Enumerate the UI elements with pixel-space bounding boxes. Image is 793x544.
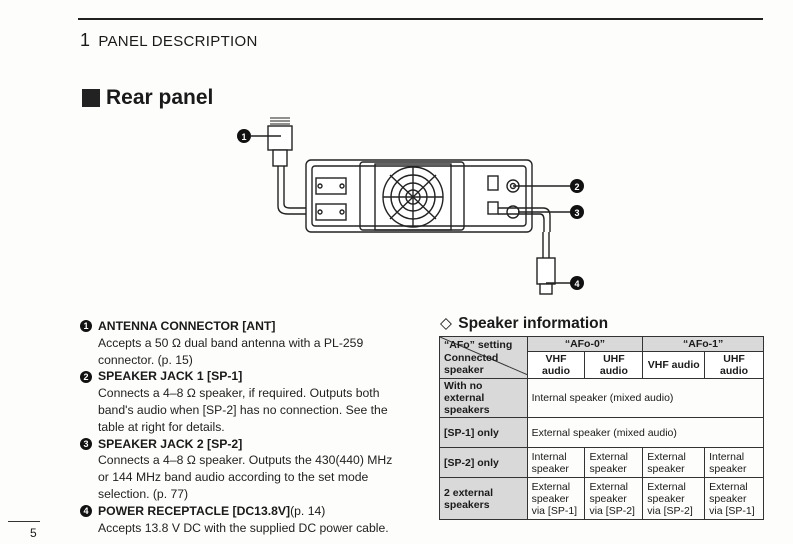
- uhf-audio-header: UHF audio: [705, 352, 764, 379]
- table-corner-header: [440, 337, 528, 379]
- row-label-two-external: 2 external speakers: [440, 478, 528, 520]
- callout-1-label: 1: [241, 132, 247, 142]
- item-number-badge: 4: [80, 505, 92, 517]
- item-number-badge: 1: [80, 320, 92, 332]
- section-title: Rear panel: [106, 86, 214, 109]
- item-line: or 144 MHz band audio according to the set mode: [98, 470, 369, 485]
- item-number-badge: 2: [80, 371, 92, 383]
- item-title: SPEAKER JACK 2 [SP-2]: [98, 436, 243, 451]
- cell-sp1-only: External speaker (mixed audio): [527, 418, 763, 448]
- item-title: SPEAKER JACK 1 [SP-1]: [98, 369, 243, 384]
- item-power-receptacle: [80, 503, 410, 537]
- speaker-info-table: [439, 336, 764, 520]
- afo-setting-label: “AFo” setting: [444, 339, 513, 351]
- vhf-audio-header: VHF audio: [527, 352, 585, 379]
- speaker-info-heading: [440, 314, 608, 333]
- row-label-no-external: With no external speakers: [440, 379, 528, 418]
- afo0-header: “AFo-0”: [527, 337, 643, 352]
- connector-descriptions: [80, 318, 410, 536]
- item-speaker-jack-2: [80, 436, 410, 503]
- uhf-audio-header: UHF audio: [585, 352, 643, 379]
- item-speaker-jack-1: [80, 368, 410, 435]
- cell-no-external: Internal speaker (mixed audio): [527, 379, 763, 418]
- item-line: Connects a 4–8 Ω speaker. Outputs the 430(440) MHz: [98, 453, 393, 468]
- row-label-sp1-only: [SP-1] only: [440, 418, 528, 448]
- cell-two-uhf1: External speaker via [SP-1]: [705, 478, 764, 520]
- diamond-icon: ◇: [440, 315, 452, 332]
- item-line: Connects a 4–8 Ω speaker, if required. Outputs both: [98, 386, 380, 401]
- item-title-suffix: (p. 14): [290, 503, 326, 518]
- callout-2-label: 2: [574, 182, 580, 192]
- item-line: selection. (p. 77): [98, 486, 189, 501]
- row-label-sp2-only: [SP-2] only: [440, 448, 528, 478]
- chapter-number: 1: [80, 30, 91, 50]
- item-line: Accepts a 50 Ω dual band antenna with a PL-259: [98, 335, 364, 350]
- callout-3-label: 3: [574, 208, 580, 218]
- cell-two-vhf1: External speaker via [SP-2]: [643, 478, 705, 520]
- item-title: ANTENNA CONNECTOR [ANT]: [98, 319, 276, 333]
- page-number-rule: [8, 521, 40, 522]
- cell-two-vhf0: External speaker via [SP-1]: [527, 478, 585, 520]
- cell-sp2-uhf1: Internal speaker: [705, 448, 764, 478]
- connected-speaker-label: Connected speaker: [444, 352, 499, 376]
- page-number: 5: [30, 526, 37, 540]
- afo1-header: “AFo-1”: [643, 337, 764, 352]
- cell-sp2-vhf1: External speaker: [643, 448, 705, 478]
- item-line: band's audio when [SP-2] has no connection. See the: [98, 402, 388, 417]
- speaker-info-title: Speaker information: [458, 315, 609, 332]
- item-line: Accepts 13.8 V DC with the supplied DC power cable.: [98, 520, 389, 535]
- radio-body-drawing: [306, 160, 532, 232]
- item-number-badge: 3: [80, 438, 92, 450]
- item-antenna-connector: [80, 318, 410, 368]
- cell-sp2-vhf0: Internal speaker: [527, 448, 585, 478]
- vhf-audio-header: VHF audio: [643, 352, 705, 379]
- callout-4-label: 4: [574, 279, 580, 289]
- item-line: connector. (p. 15): [98, 352, 193, 367]
- cell-two-uhf0: External speaker via [SP-2]: [585, 478, 643, 520]
- item-title: POWER RECEPTACLE [DC13.8V]: [98, 503, 291, 518]
- cell-sp2-uhf0: External speaker: [585, 448, 643, 478]
- item-line: table at right for details.: [98, 419, 225, 434]
- chapter-title: PANEL DESCRIPTION: [98, 33, 258, 50]
